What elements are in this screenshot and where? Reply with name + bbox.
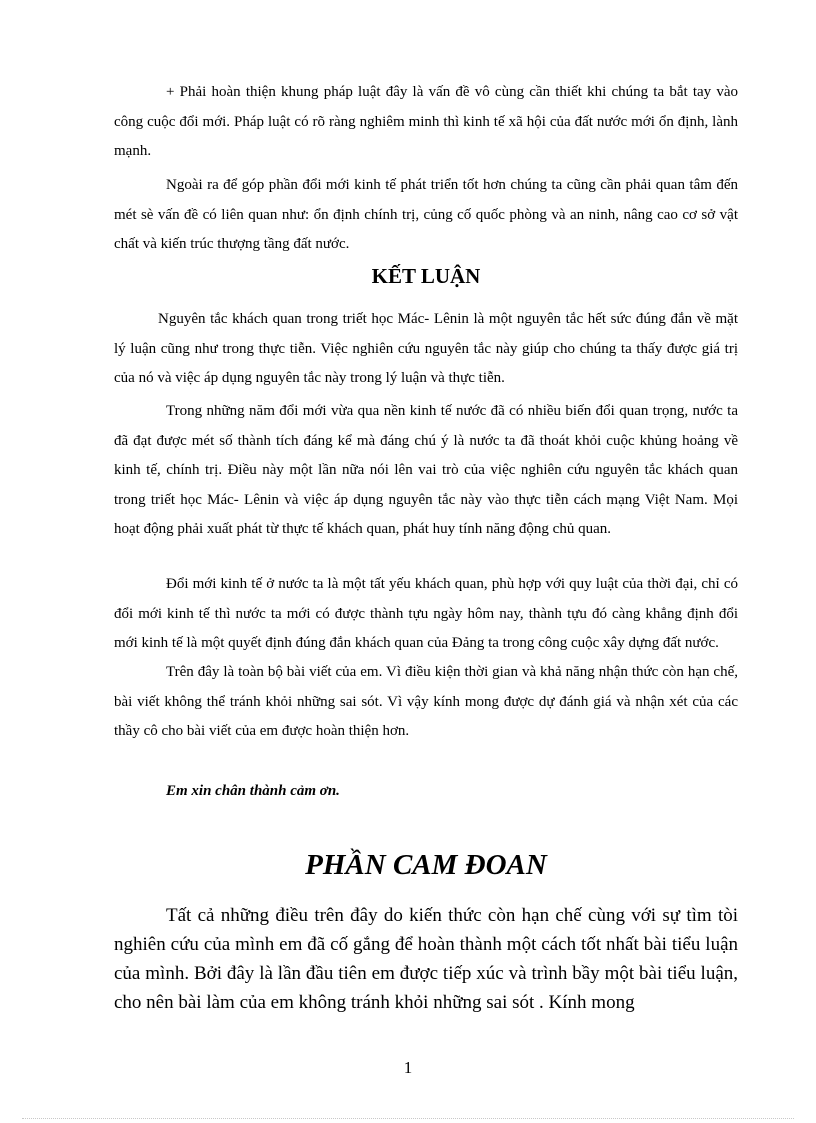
commitment-heading: PHẦN CAM ĐOAN bbox=[305, 849, 547, 881]
intro-paragraph-other-issues: Ngoài ra để góp phần đổi mới kinh tế phát triển tốt hơn chúng ta cũng cần phải quan tâm đến mét sè vấn đề có liên quan như: ổn định chính trị, củng cố quốc phòng và an ninh, nâng cao cơ sở vật chất và kiến trúc thượng tầng đất nước. bbox=[114, 177, 738, 252]
conclusion-paragraph-economic-reform: Đổi mới kinh tế ở nước ta là một tất yếu khách quan, phù hợp với quy luật của thời đại, chỉ có đổi mới kinh tế thì nước ta mới có được thành tựu ngày hôm nay, thành tựu đó càng khẳng định đổi mới kinh tế là một quyết định đúng đắn khách quan của Đảng ta trong công cuộc xây dựng đất nước. bbox=[114, 576, 738, 651]
intro-paragraph-legal-framework: + Phải hoàn thiện khung pháp luật đây là vấn đề vô cùng cần thiết khi chúng ta bắt tay vào công cuộc đổi mới. Pháp luật có rõ ràng nghiêm minh thì kinh tế xã hội của đất nước mới ổn định, lành mạnh. bbox=[114, 84, 738, 159]
closing-thanks: Em xin chân thành cảm ơn. bbox=[166, 783, 340, 799]
commitment-paragraph: Tất cả những điều trên đây do kiến thức còn hạn chế cùng với sự tìm tòi nghiên cứu của mình em đã cố gắng để hoàn thành một cách tốt nhất bài tiểu luận của mình. Bởi đây là lần đầu tiên em được tiếp xúc và trình bầy một bài tiểu luận, cho nên bài làm của em không tránh khỏi những sai sót . Kính mong bbox=[114, 905, 738, 1013]
page-number: 1 bbox=[403, 1058, 413, 1077]
conclusion-paragraph-reform-years: Trong những năm đổi mới vừa qua nền kinh tế nước đã có nhiều biến đổi quan trọng, nước ta đã đạt được mét số thành tích đáng kể mà đáng chú ý là nước ta đã thoát khỏi cuộc khủng hoảng về kinh tế, chính trị. Điều này một lần nữa nói lên vai trò của việc nghiên cứu nguyên tắc khách quan trong triết học Mác- Lênin và việc áp dụng nguyên tắc này vào thực tiễn cách mạng Việt Nam. Mọi hoạt động phải xuất phát từ thực tế khách quan, phát huy tính năng động chủ quan. bbox=[114, 403, 738, 537]
page-bottom-divider bbox=[22, 1118, 794, 1119]
conclusion-paragraph-principle: Nguyên tắc khách quan trong triết học Mác- Lênin là một nguyên tắc hết sức đúng đắn về mặt lý luận cũng như trong thực tiễn. Việc nghiên cứu nguyên tắc này giúp cho chúng ta thấy được giá trị của nó và việc áp dụng nguyên tắc này trong lý luận và thực tiễn. bbox=[114, 311, 738, 386]
conclusion-paragraph-acknowledgement: Trên đây là toàn bộ bài viết của em. Vì điều kiện thời gian và khả năng nhận thức còn hạn chế, bài viết không thể tránh khỏi những sai sót. Vì vậy kính mong được dự đánh giá và nhận xét của các thầy cô cho bài viết của em được hoàn thiện hơn. bbox=[114, 664, 738, 739]
conclusion-heading: KẾT LUẬN bbox=[371, 264, 481, 288]
